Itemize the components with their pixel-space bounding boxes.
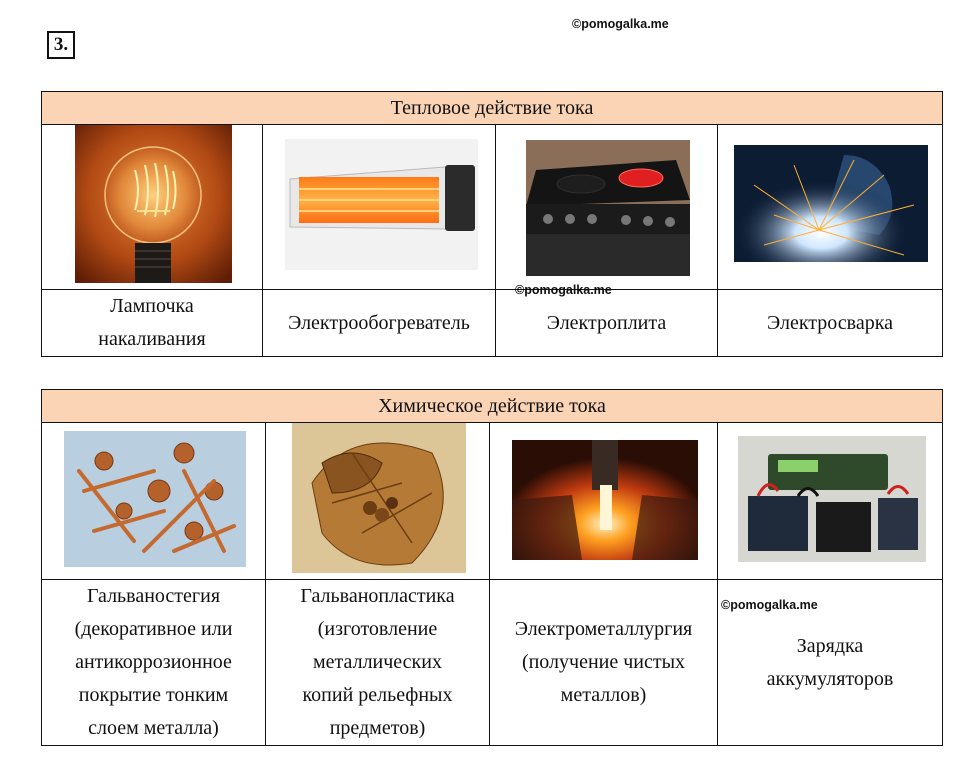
caption-battery-charging: Зарядка аккумуляторов xyxy=(766,634,894,690)
bulb-image-cell xyxy=(42,125,263,290)
stove-image-cell xyxy=(496,125,718,290)
chemical-caption-3 xyxy=(490,580,718,746)
thermal-caption-3 xyxy=(496,290,718,357)
thermal-effect-table xyxy=(41,91,943,357)
task-number: 3. xyxy=(47,31,75,59)
electric-heater-image xyxy=(285,139,478,270)
caption-bulb: Лампочка накаливания xyxy=(98,295,206,350)
chemical-table-title: Химическое действие тока xyxy=(42,390,943,423)
thermal-caption-1 xyxy=(42,290,263,357)
watermark-bottom: ©pomogalka.me xyxy=(721,598,818,612)
battery-chargers-image xyxy=(738,436,926,562)
caption-welding: Электросварка xyxy=(767,311,893,334)
heater-image-cell xyxy=(263,125,496,290)
electric-welding-image xyxy=(734,145,928,262)
welding-image-cell xyxy=(718,125,943,290)
furnace-image-cell xyxy=(490,423,718,580)
thermal-table-title: Тепловое действие тока xyxy=(42,92,943,125)
thermal-caption-4 xyxy=(718,290,943,357)
caption-electrometallurgy: Электрометаллургия (получение чистых металлов) xyxy=(514,618,693,706)
chemical-caption-1 xyxy=(42,580,266,746)
thermal-caption-2 xyxy=(263,290,496,357)
screws-image-cell xyxy=(42,423,266,580)
caption-stove: Электроплита xyxy=(546,311,667,334)
copper-plated-screws-image xyxy=(64,431,246,567)
electric-stove-image xyxy=(526,140,690,276)
watermark-top: ©pomogalka.me xyxy=(572,17,669,31)
molten-metal-furnace-image xyxy=(512,440,698,560)
incandescent-bulb-image xyxy=(75,125,232,283)
chemical-caption-2 xyxy=(266,580,490,746)
leaf-image-cell xyxy=(266,423,490,580)
caption-electroforming: Гальванопластика (изготовление металлических копий рельефных предметов) xyxy=(300,585,455,739)
chemical-effect-table xyxy=(41,389,943,746)
caption-electroplating: Гальваностегия (декоративное или антикоррозионное покрытие тонким слоем металла) xyxy=(74,585,233,739)
watermark-middle: ©pomogalka.me xyxy=(515,283,612,297)
copper-leaf-relief-image xyxy=(292,423,466,573)
chargers-image-cell xyxy=(718,423,943,580)
caption-heater: Электрообогреватель xyxy=(288,311,470,334)
